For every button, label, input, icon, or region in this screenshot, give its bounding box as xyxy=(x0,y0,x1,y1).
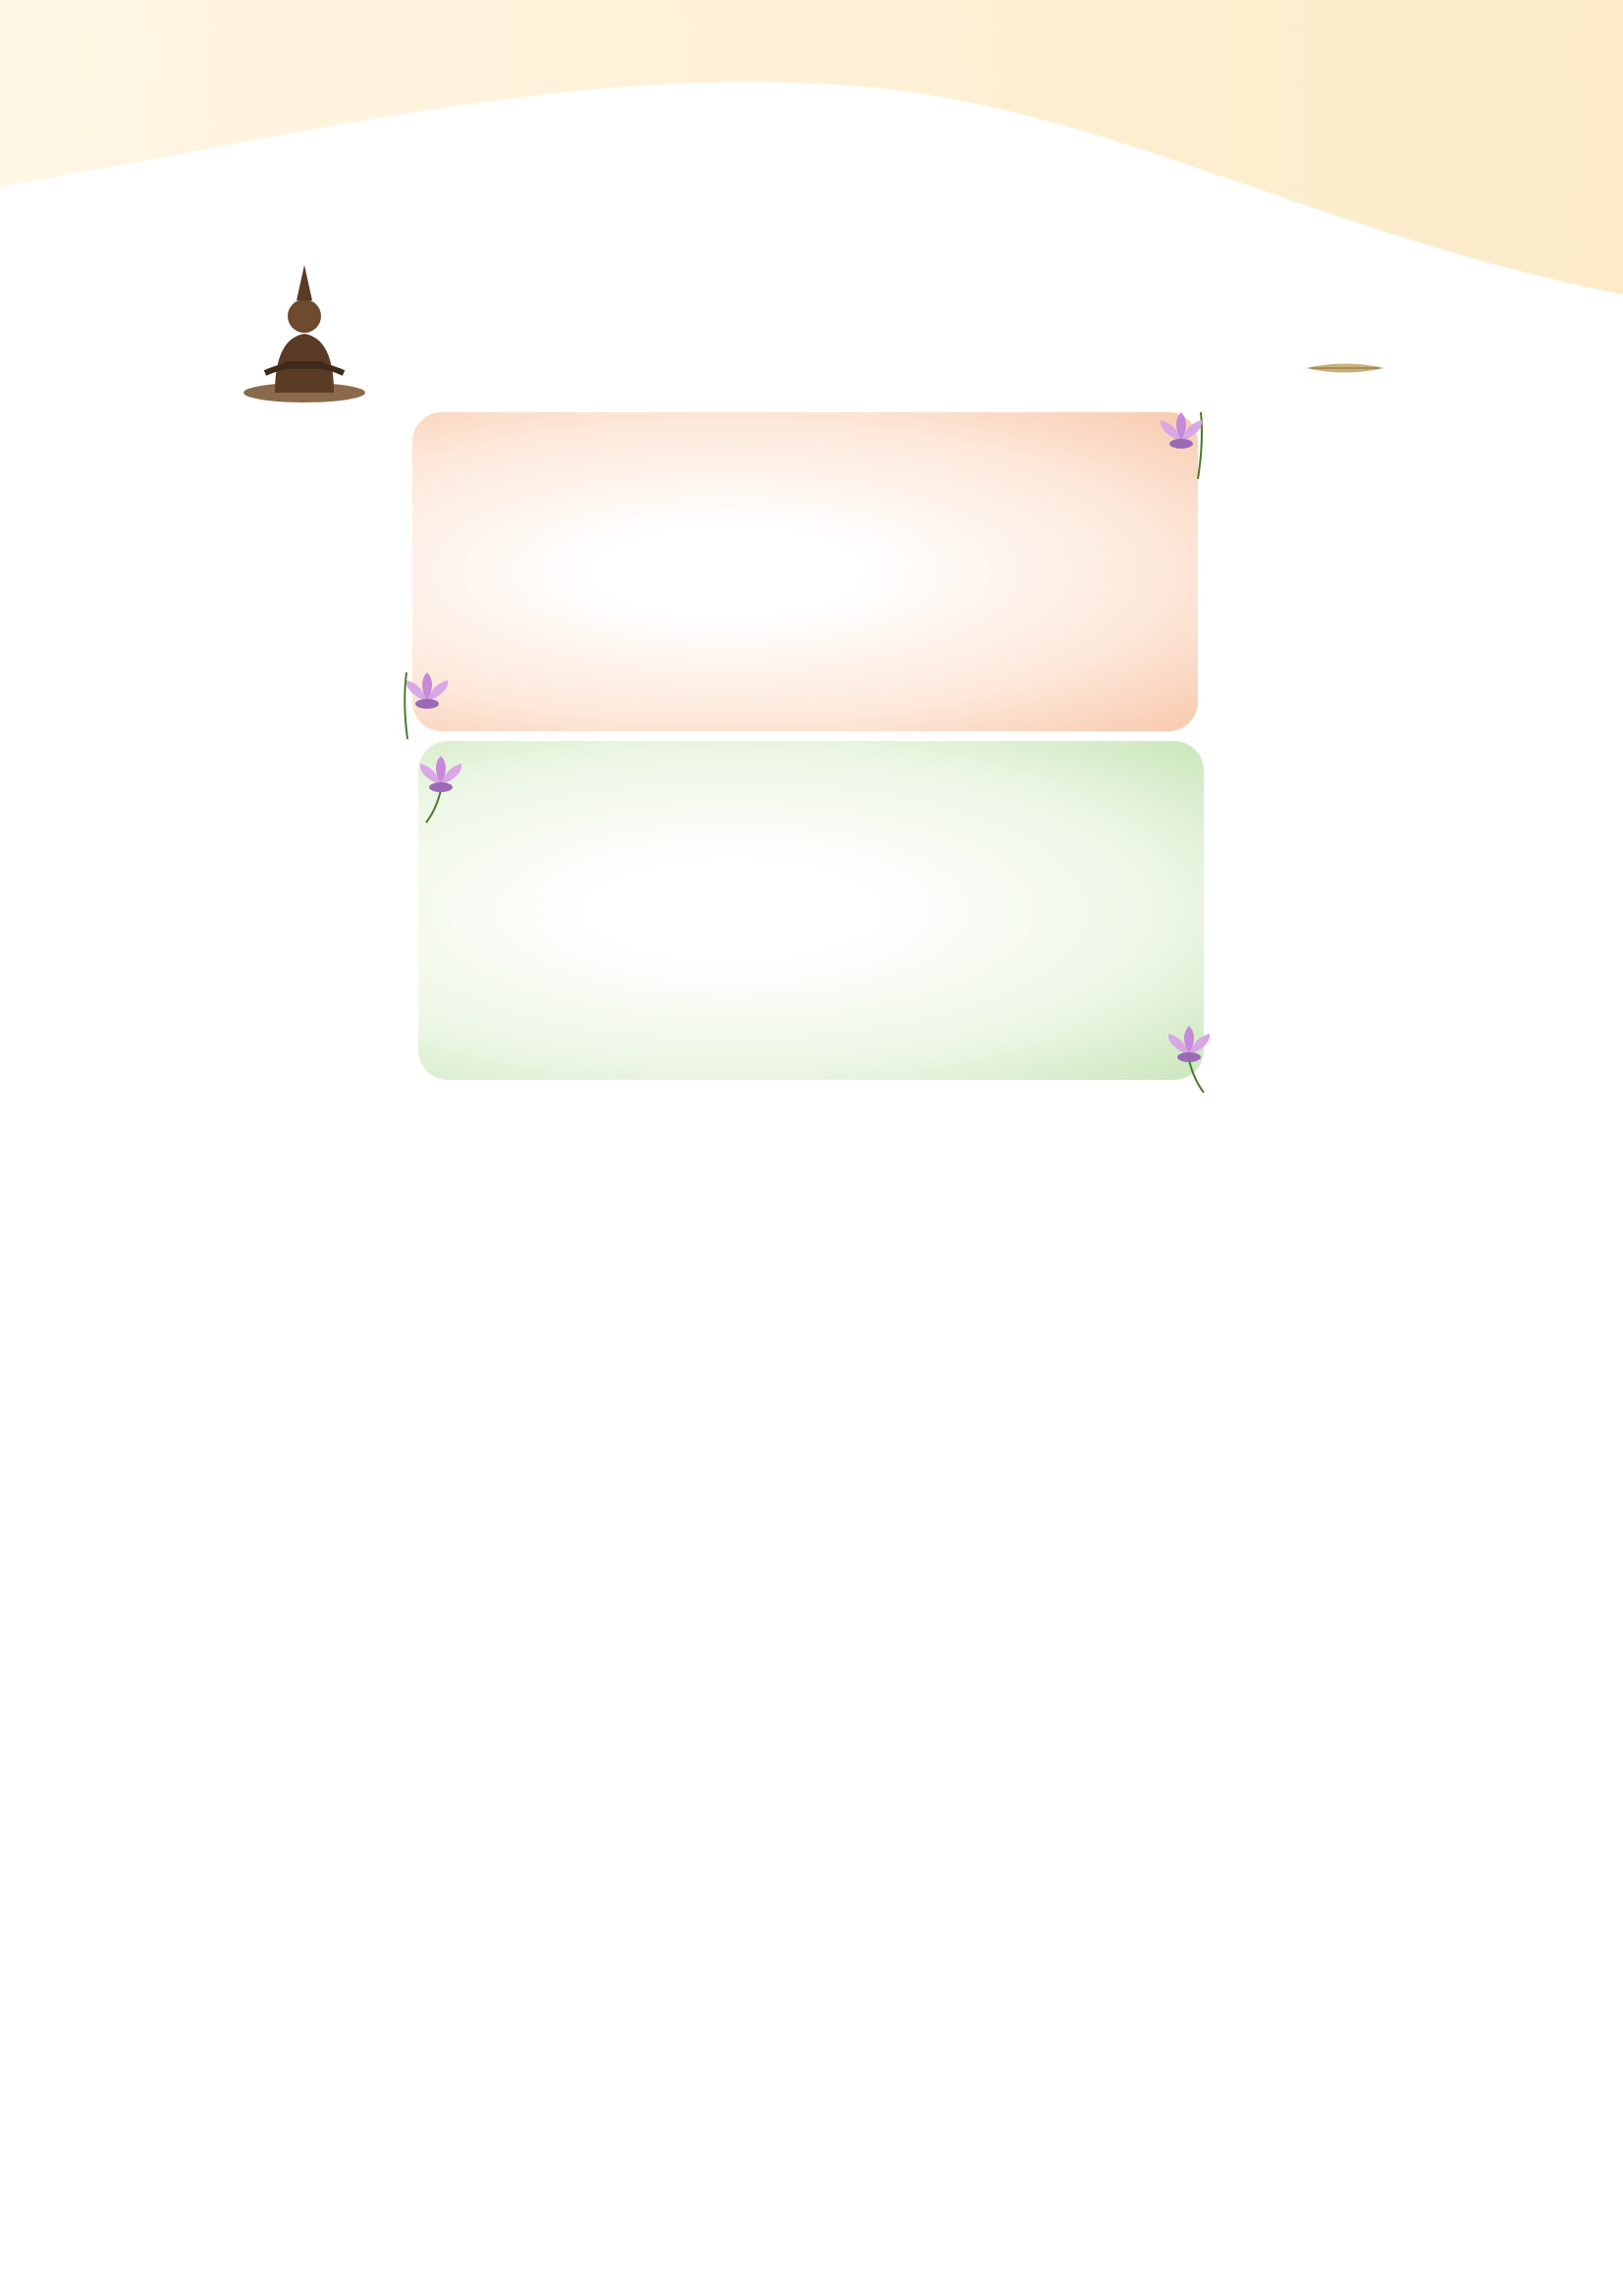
poem-box xyxy=(418,741,1204,1080)
page-header xyxy=(236,245,1384,412)
buddha-statue-image xyxy=(236,245,373,402)
page-content xyxy=(243,402,1361,1090)
lotus-flower-icon xyxy=(1155,1016,1223,1095)
lotus-flower-icon xyxy=(406,746,475,825)
leaf-ornament xyxy=(1306,361,1384,375)
poem-box xyxy=(412,412,1198,731)
lotus-flower-icon xyxy=(393,663,461,741)
lotus-flower-icon xyxy=(1147,402,1216,481)
